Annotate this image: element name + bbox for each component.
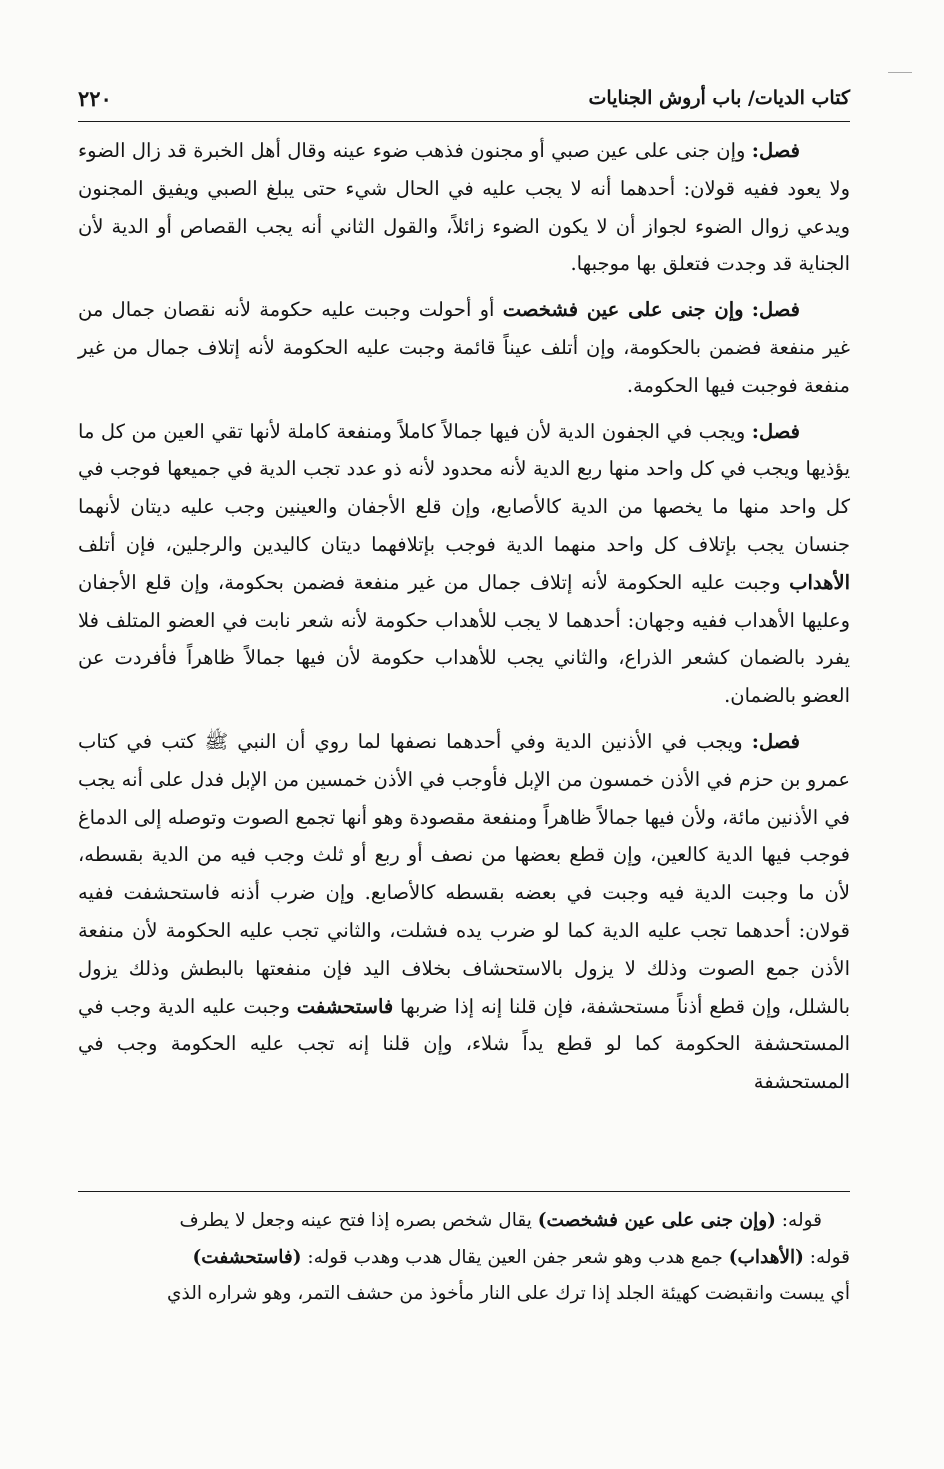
running-title: كتاب الديات/ باب أروش الجنايات xyxy=(588,87,850,109)
document-page xyxy=(78,0,850,1469)
bold-term: (الأهداب) xyxy=(728,1246,804,1268)
section-lead: فصل: xyxy=(751,139,800,162)
paragraph-2 xyxy=(78,291,850,404)
text-run: وجبت عليه الحكومة لأنه إتلاف جمال من غير منفعة فضمن بحكومة، وإن قلع الأجفان وعليها الأهداب ففيه وجهان: أحدهما لا يجب للأهداب حكومة لأنه شعر نابت في العضو المتلف فلا يفرد بالضمان كشعر الذراع، والثاني يجب للأهداب حكومة لأن فيها جمالاً ظاهراً فأفردت عن العضو بالضمان. xyxy=(78,570,850,708)
footnote-2 xyxy=(78,1240,850,1277)
page-corner-mark xyxy=(888,72,912,73)
bold-term: فاستحشفت xyxy=(296,994,394,1018)
text-run: جمع هدب وهو شعر جفن العين يقال هدب وهدب قوله: xyxy=(301,1246,729,1268)
footnotes xyxy=(78,1203,850,1313)
footnote-3 xyxy=(78,1276,850,1313)
text-run: قوله: xyxy=(803,1246,850,1268)
section-lead: فصل: xyxy=(751,729,800,753)
paragraph-4 xyxy=(78,723,850,1101)
text-run: ويجب في الأذنين الدية وفي أحدهما نصفها لما روي أن النبي ﷺ كتب في كتاب عمرو بن حزم في الأذن خمسون من الإبل فأوجب في الأذن خمسين من الإبل فدل على أنه يجب في الأذنين مائة، ولأن فيها جمالاً ظاهراً ومنفعة مقصودة وهو أنها تجمع الصوت وتوصله إلى الدماغ فوجب فيها الدية كالعين، وإن قطع بعضها من نصف أو ربع أو ثلث وجب فيه من الدية بقسطه، لأن ما وجبت الدية فيه وجبت في بعضه بقسطه كالأصابع. وإن ضرب أذنه فاستحشفت ففيه قولان: أحدهما تجب عليه الدية كما لو ضرب يده فشلت، والثاني تجب عليه الحكومة لأن منفعة الأذن جمع الصوت وذلك لا يزول بالاستحشاف بخلاف اليد فإن منفعتها بالبطش وذلك يزول بالشلل، وإن قطع أذناً مستحشفة، فإن قلنا إنه إذا ضربها xyxy=(78,729,850,1018)
bold-term: (فاستحشفت) xyxy=(192,1246,302,1268)
paragraph-3 xyxy=(78,413,850,715)
text-run: قوله: xyxy=(775,1210,822,1231)
bold-term: وإن جنى على عين فشخصت xyxy=(502,298,744,322)
section-lead: فصل: xyxy=(751,298,800,322)
header-rule xyxy=(78,121,850,122)
main-text xyxy=(78,132,850,1101)
section-lead: فصل: xyxy=(751,419,800,443)
paragraph-1 xyxy=(78,132,850,283)
text-run: ويجب في الجفون الدية لأن فيها جمالاً كاملاً ومنفعة كاملة لأنها تقي العين من كل ما يؤذيها ويجب في كل واحد منها ربع الدية لأنه محدود لأنه ذو عدد تجب الدية في جميعها فوجب في كل واحد منها ما يخصها من الدية كالأصابع، وإن قلع الأجفان والعينين وجب عليه ديتان لأنهما جنسان يجب بإتلاف كل واحد منهما الدية فوجب بإتلافهما ديتان كاليدين والرجلين، فإن أتلف xyxy=(78,419,851,556)
page-header xyxy=(78,78,850,118)
footnote-rule xyxy=(78,1191,850,1192)
text-run: أي يبست وانقبضت كهيئة الجلد إذا ترك على النار مأخوذ من حشف التمر، وهو شراره الذي xyxy=(167,1283,850,1305)
text-run: أو أحولت وجبت عليه حكومة لأنه نقصان جمال من غير منفعة فضمن بالحكومة، وإن أتلف عيناً قائمة وجبت عليه الحكومة لأنه إتلاف جمال من غير منفعة فوجبت فيها الحكومة. xyxy=(78,298,850,397)
bold-term: (وإن جنى على عين فشخصت) xyxy=(537,1210,776,1231)
page-number: ٢٢٠ xyxy=(78,85,112,111)
text-run: وإن جنى على عين صبي أو مجنون فذهب ضوء عينه وقال أهل الخبرة قد زال الضوء ولا يعود ففيه قولان: أحدهما أنه لا يجب عليه في الحال شيء حتى يبلغ الصبي ويفيق المجنون ويدعي زوال الضوء لجواز أن لا يكون الضوء زائلاً، والقول الثاني أنه يجب القصاص أو الدية لأن الجناية قد وجدت فتعلق بها موجبها. xyxy=(78,139,850,276)
text-run: يقال شخص بصره إذا فتح عينه وجعل لا يطرف xyxy=(179,1210,538,1231)
text-run: وجبت عليه الدية وجب في المستحشفة الحكومة كما لو قطع يداً شلاء، وإن قلنا إنه تجب عليه الحكومة وجب في المستحشفة xyxy=(78,994,850,1094)
footnote-1 xyxy=(78,1203,850,1240)
text-run xyxy=(744,298,752,321)
bold-term: الأهداب xyxy=(789,570,850,594)
